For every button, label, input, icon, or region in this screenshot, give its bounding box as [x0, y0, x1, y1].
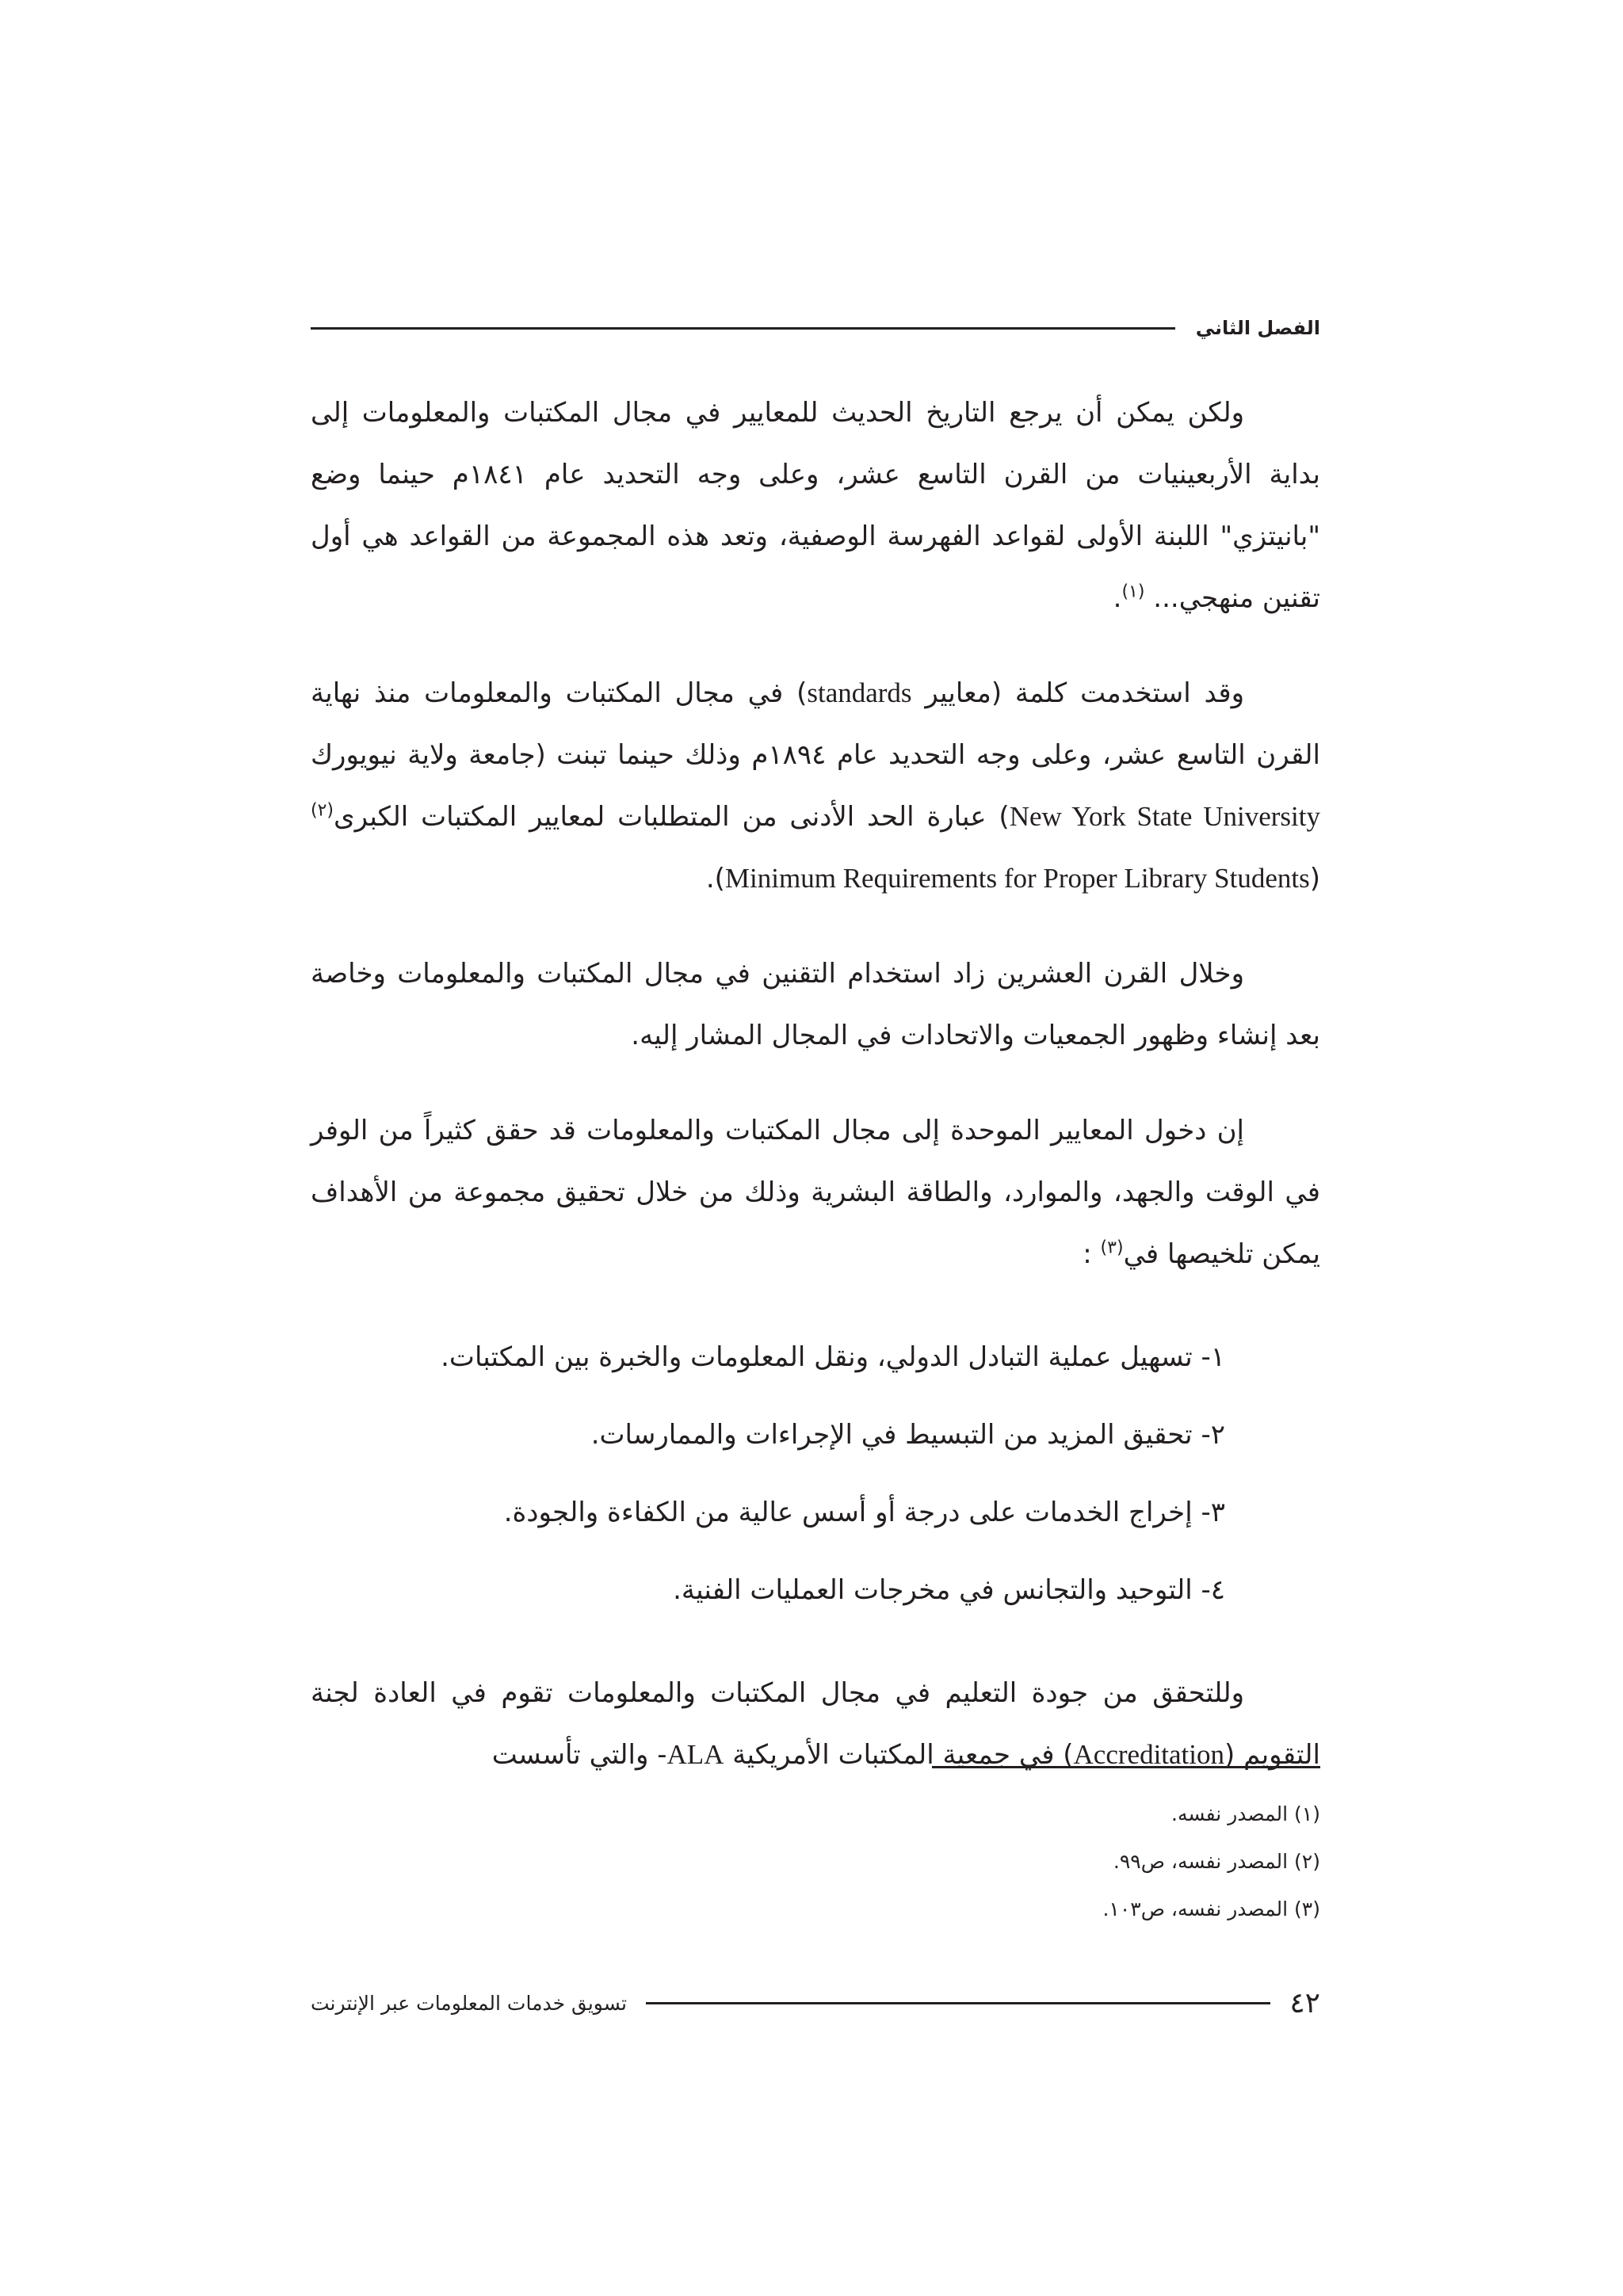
list-item: ٢- تحقيق المزيد من التبسيط في الإجراءات والممارسات.	[590, 1419, 1225, 1451]
paragraph-3	[311, 943, 1320, 1066]
running-header	[311, 311, 1320, 345]
header-rule	[311, 327, 1175, 330]
list-item: ١- تسهيل عملية التبادل الدولي، ونقل المعلومات والخبرة بين المكتبات.	[441, 1341, 1225, 1373]
paragraph-2	[311, 662, 1320, 910]
list-item: ٣- إخراج الخدمات على درجة أو أسس عالية من الكفاءة والجودة.	[503, 1497, 1225, 1528]
term-accreditation: Accreditation	[1073, 1739, 1224, 1770]
footnote-ref-3: (٣)	[1100, 1238, 1124, 1258]
footnote: (٣) المصدر نفسه، ص١٠٣.	[1102, 1897, 1320, 1920]
paragraph-3-text: وخلال القرن العشرين زاد استخدام التقنين في مجال المكتبات والمعلومات وخاصة بعد إنشاء وظهور الجمعيات والاتحادات في المجال المشار إليه.	[311, 958, 1320, 1051]
term-ala: ALA	[666, 1739, 724, 1770]
paragraph-2-text-a: وقد استخدمت كلمة (معايير	[925, 677, 1244, 709]
footnote-ref-1: (١)	[1121, 582, 1145, 602]
paragraph-1	[311, 382, 1320, 629]
footnotes	[872, 1791, 1320, 1933]
list-item: ٤- التوحيد والتجانس في مخرجات العمليات الفنية.	[673, 1574, 1225, 1606]
paragraph-5-text-c: - والتي تأسست	[491, 1739, 667, 1771]
body-text	[311, 382, 1320, 1819]
paragraph-4-text: إن دخول المعايير الموحدة إلى مجال المكتبات والمعلومات قد حقق كثيراً من الوفر في الوقت والجهد، والموارد، والطاقة البشرية وذلك من خلال تحقيق مجموعة من الأهداف يمكن تلخيصها في	[311, 1115, 1320, 1270]
paragraph-4	[311, 1100, 1320, 1285]
paragraph-1-end: .	[1113, 582, 1122, 614]
page-number: ٤٢	[1289, 1986, 1320, 2019]
footnote: (١) المصدر نفسه.	[1171, 1802, 1320, 1825]
paragraph-5-text-a: وللتحقق من جودة التعليم في مجال المكتبات والمعلومات تقوم في العادة لجنة التقويم (	[311, 1677, 1320, 1771]
footnote: (٢) المصدر نفسه، ص٩٩.	[1113, 1850, 1320, 1873]
paragraph-2-text-e: ).	[705, 863, 725, 894]
book-title: تسويق خدمات المعلومات عبر الإنترنت	[311, 1991, 627, 2015]
term-university: New York State University	[1009, 801, 1320, 832]
footnote-rule	[932, 1766, 1320, 1768]
chapter-title: الفصل الثاني	[1195, 317, 1320, 339]
objectives-list	[311, 1318, 1320, 1629]
paragraph-2-text-c: ) عبارة الحد الأدنى من المتطلبات لمعايير المكتبات الكبرى	[334, 801, 1010, 833]
footer-rule	[646, 2002, 1270, 2004]
term-minimum-requirements: Minimum Requirements for Proper Library Students	[724, 863, 1310, 894]
paragraph-4-end: :	[1083, 1238, 1092, 1270]
paragraph-2-text-b: ) في مجال المكتبات والمعلومات منذ نهاية القرن التاسع عشر، وعلى وجه التحديد عام ١٨٩٤م وذلك حينما تبنت (جامعة ولاية نيويورك	[311, 677, 1320, 771]
paragraph-2-text-d: (	[1309, 863, 1320, 894]
term-standards: standards	[807, 677, 912, 708]
running-footer	[311, 1981, 1320, 2025]
paragraph-1-text: ولكن يمكن أن يرجع التاريخ الحديث للمعايير في مجال المكتبات والمعلومات إلى بداية الأربعينيات من القرن التاسع عشر، وعلى وجه التحديد عام ١٨٤١م حينما وضع "بانيتزي" اللبنة الأولى لقواعد الفهرسة الوصفية، وتعد هذه المجموعة من القواعد هي أول تقنين منهجي...	[311, 397, 1320, 614]
paragraph-5-text-b: ) في جمعية المكتبات الأمريكية	[732, 1739, 1074, 1771]
footnote-ref-2: (٢)	[311, 800, 334, 821]
